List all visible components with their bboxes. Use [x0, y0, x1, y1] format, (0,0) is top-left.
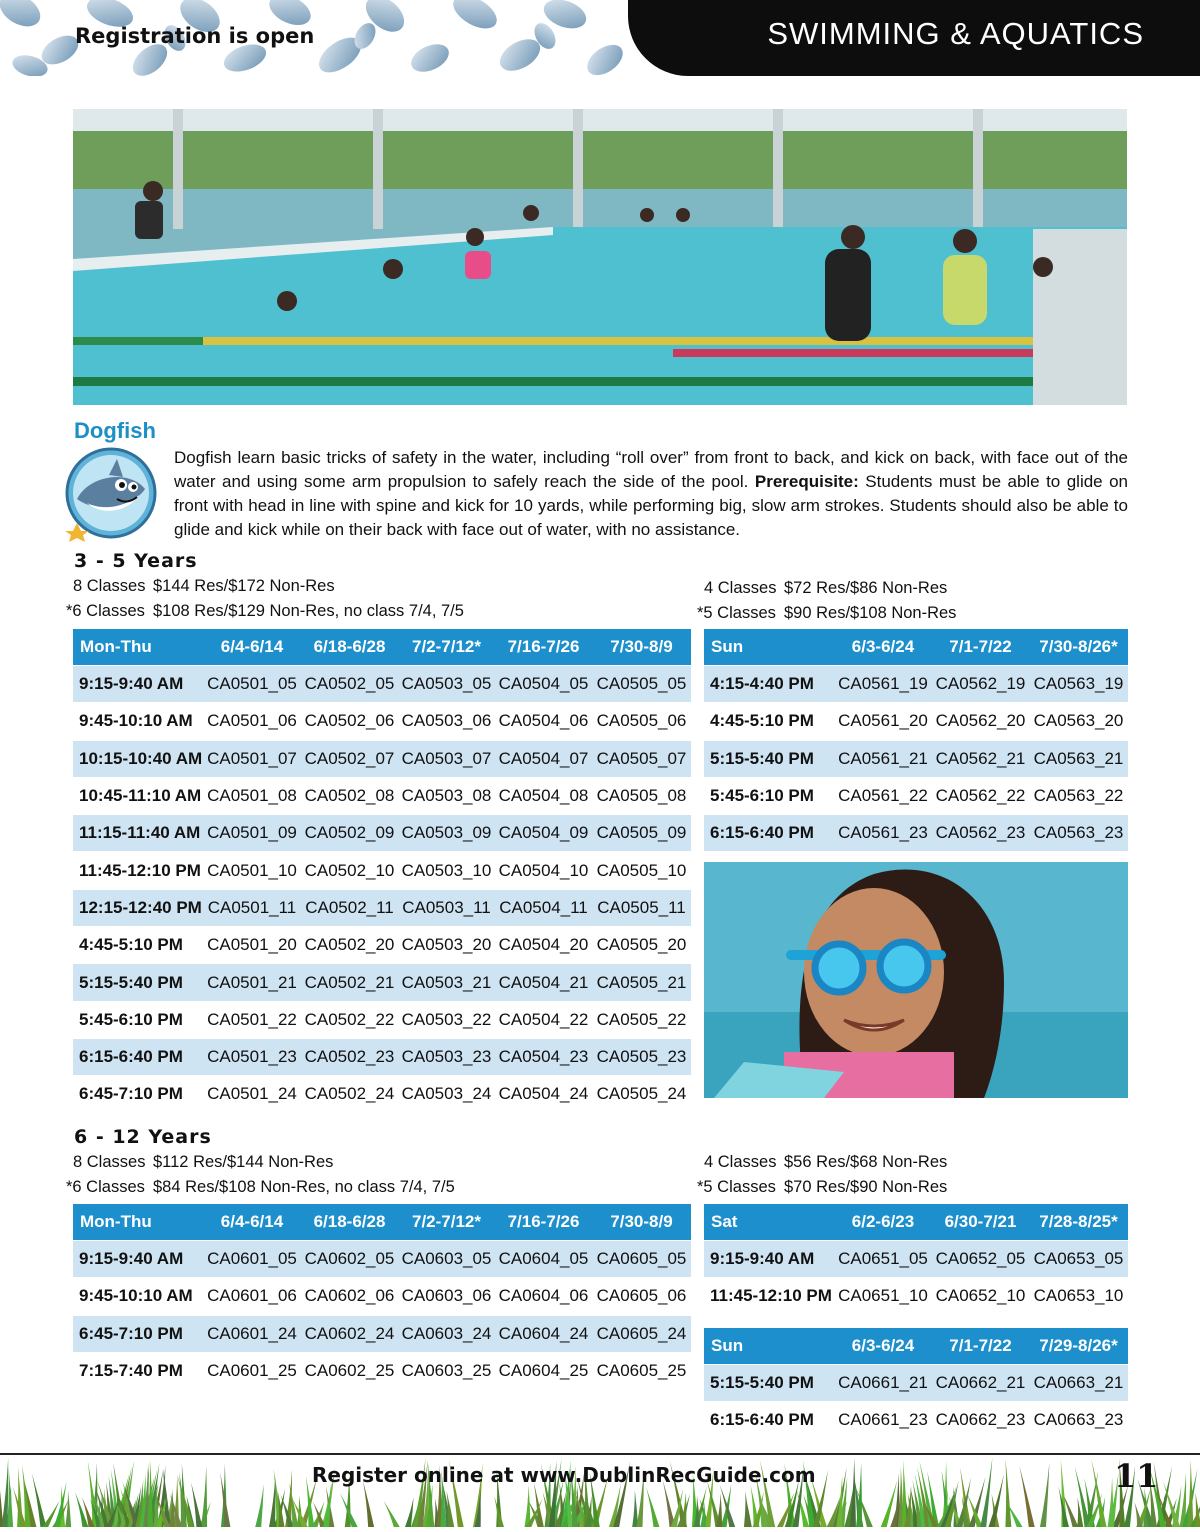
class-code: CA0562_21	[932, 740, 1029, 777]
class-time: 6:15-6:40 PM	[704, 815, 834, 852]
class-code: CA0605_24	[592, 1315, 691, 1352]
class-time: 6:15-6:40 PM	[704, 1402, 834, 1439]
table-row	[73, 1241, 691, 1278]
price-line	[704, 1153, 947, 1172]
class-code: CA0501_24	[203, 1076, 301, 1113]
class-code: CA0505_20	[592, 927, 691, 964]
class-time: 4:15-4:40 PM	[704, 666, 834, 703]
class-code: CA0504_22	[495, 1001, 592, 1038]
class-code: CA0501_22	[203, 1001, 301, 1038]
table-row	[704, 740, 1128, 777]
session-dates-header: 6/18-6/28	[301, 629, 398, 666]
class-code: CA0601_05	[203, 1241, 301, 1278]
class-code: CA0605_06	[592, 1278, 691, 1315]
class-code: CA0501_07	[203, 740, 301, 777]
class-time: 6:45-7:10 PM	[73, 1076, 203, 1113]
class-code: CA0563_19	[1029, 666, 1128, 703]
class-code: CA0502_11	[301, 889, 398, 926]
class-code: CA0562_23	[932, 815, 1029, 852]
class-time: 7:15-7:40 PM	[73, 1352, 203, 1389]
class-time: 9:45-10:10 AM	[73, 703, 203, 740]
class-code: CA0501_08	[203, 777, 301, 814]
class-code: CA0503_24	[398, 1076, 495, 1113]
class-code: CA0505_22	[592, 1001, 691, 1038]
class-time: 9:15-9:40 AM	[73, 1241, 203, 1278]
age-6-12-title: 6 - 12 Years	[74, 1126, 212, 1148]
price-line	[697, 1178, 947, 1197]
class-code: CA0605_05	[592, 1241, 691, 1278]
class-code: CA0603_05	[398, 1241, 495, 1278]
class-code: CA0601_24	[203, 1315, 301, 1352]
class-code: CA0603_25	[398, 1352, 495, 1389]
registration-open-label: Registration is open	[75, 24, 315, 48]
class-time: 5:15-5:40 PM	[73, 964, 203, 1001]
table-row	[73, 740, 691, 777]
class-code: CA0503_21	[398, 964, 495, 1001]
session-dates-header: 7/16-7/26	[495, 1204, 592, 1241]
class-code: CA0562_22	[932, 777, 1029, 814]
class-code: CA0502_24	[301, 1076, 398, 1113]
class-code: CA0505_23	[592, 1038, 691, 1075]
footer-register-online: Register online at www.DublinRecGuide.com	[312, 1463, 816, 1487]
class-code: CA0504_20	[495, 927, 592, 964]
class-code: CA0601_25	[203, 1352, 301, 1389]
day-header: Mon-Thu	[73, 629, 203, 666]
class-code: CA0605_25	[592, 1352, 691, 1389]
class-count: *6 Classes	[66, 602, 145, 620]
class-time: 5:15-5:40 PM	[704, 740, 834, 777]
prerequisite-text: Students must be able to glide on front with head in line with spine and kick for 10 yards, while performing big, slow arm strokes. Students should also be able to glide and kick while on their back with face out of water, with no assistance.	[174, 472, 1129, 539]
class-code: CA0503_05	[398, 666, 495, 703]
table-row	[704, 777, 1128, 814]
table-row	[73, 1038, 691, 1075]
class-code: CA0602_24	[301, 1315, 398, 1352]
class-code: CA0503_11	[398, 889, 495, 926]
shark-mascot-icon	[59, 445, 163, 543]
table-row	[73, 889, 691, 926]
session-dates-header: 6/30-7/21	[932, 1204, 1029, 1241]
class-code: CA0502_05	[301, 666, 398, 703]
price-text: $144 Res/$172 Non-Res	[153, 577, 335, 595]
day-header: Sun	[704, 629, 834, 666]
class-code: CA0502_23	[301, 1038, 398, 1075]
class-code: CA0502_08	[301, 777, 398, 814]
session-dates-header: 7/1-7/22	[932, 629, 1029, 666]
table-row	[73, 666, 691, 703]
class-time: 10:45-11:10 AM	[73, 777, 203, 814]
dogfish-description	[174, 446, 1128, 542]
schedule-6-12-sunday	[704, 1328, 1128, 1439]
class-code: CA0503_08	[398, 777, 495, 814]
session-dates-header: 7/2-7/12*	[398, 629, 495, 666]
class-code: CA0504_08	[495, 777, 592, 814]
price-text: $112 Res/$144 Non-Res	[153, 1153, 334, 1171]
price-text: $72 Res/$86 Non-Res	[784, 579, 948, 597]
class-code: CA0504_23	[495, 1038, 592, 1075]
schedule-6-12-saturday	[704, 1204, 1128, 1315]
class-time: 11:45-12:10 PM	[704, 1278, 834, 1315]
class-code: CA0604_24	[495, 1315, 592, 1352]
class-code: CA0502_07	[301, 740, 398, 777]
class-code: CA0503_20	[398, 927, 495, 964]
prerequisite-label: Prerequisite:	[754, 472, 859, 491]
class-time: 6:15-6:40 PM	[73, 1038, 203, 1075]
session-dates-header: 7/1-7/22	[932, 1328, 1029, 1365]
session-dates-header: 7/30-8/9	[592, 1204, 691, 1241]
class-count: *5 Classes	[697, 604, 776, 622]
table-row	[73, 1076, 691, 1113]
session-dates-header: 6/2-6/23	[834, 1204, 932, 1241]
day-header: Mon-Thu	[73, 1204, 203, 1241]
section-header-banner	[628, 0, 1200, 76]
class-code: CA0653_05	[1029, 1241, 1128, 1278]
session-dates-header: 7/29-8/26*	[1029, 1328, 1128, 1365]
class-code: CA0562_19	[932, 666, 1029, 703]
class-code: CA0504_05	[495, 666, 592, 703]
class-time: 11:15-11:40 AM	[73, 815, 203, 852]
class-code: CA0563_20	[1029, 703, 1128, 740]
class-time: 6:45-7:10 PM	[73, 1315, 203, 1352]
price-line	[704, 579, 947, 598]
class-code: CA0505_05	[592, 666, 691, 703]
day-header: Sat	[704, 1204, 834, 1241]
class-code: CA0502_10	[301, 852, 398, 889]
table-header-row	[73, 1204, 691, 1241]
class-code: CA0504_06	[495, 703, 592, 740]
table-row	[704, 1365, 1128, 1402]
class-count: 8 Classes	[73, 1153, 146, 1171]
class-code: CA0561_20	[834, 703, 932, 740]
class-time: 5:15-5:40 PM	[704, 1365, 834, 1402]
section-title: SWIMMING & AQUATICS	[767, 16, 1144, 51]
class-time: 9:15-9:40 AM	[704, 1241, 834, 1278]
schedule-3-5-mon-thu	[73, 629, 691, 1113]
price-text: $90 Res/$108 Non-Res	[784, 604, 957, 622]
table-row	[73, 927, 691, 964]
class-code: CA0501_23	[203, 1038, 301, 1075]
table-row	[704, 666, 1128, 703]
class-code: CA0602_25	[301, 1352, 398, 1389]
table-row	[704, 1402, 1128, 1439]
class-code: CA0604_06	[495, 1278, 592, 1315]
session-dates-header: 6/4-6/14	[203, 629, 301, 666]
class-code: CA0603_24	[398, 1315, 495, 1352]
class-time: 5:45-6:10 PM	[704, 777, 834, 814]
class-time: 11:45-12:10 PM	[73, 852, 203, 889]
table-row	[73, 1315, 691, 1352]
class-code: CA0604_25	[495, 1352, 592, 1389]
class-count: 4 Classes	[704, 1153, 777, 1171]
class-code: CA0502_09	[301, 815, 398, 852]
class-code: CA0504_10	[495, 852, 592, 889]
class-code: CA0562_20	[932, 703, 1029, 740]
class-code: CA0503_09	[398, 815, 495, 852]
class-code: CA0505_07	[592, 740, 691, 777]
class-code: CA0501_11	[203, 889, 301, 926]
girl-with-goggles-photo	[704, 862, 1128, 1098]
session-dates-header: 7/2-7/12*	[398, 1204, 495, 1241]
session-dates-header: 7/16-7/26	[495, 629, 592, 666]
price-line	[697, 604, 956, 623]
class-code: CA0661_21	[834, 1365, 932, 1402]
class-code: CA0602_05	[301, 1241, 398, 1278]
schedule-3-5-sunday	[704, 629, 1128, 851]
class-code: CA0653_10	[1029, 1278, 1128, 1315]
class-code: CA0563_23	[1029, 815, 1128, 852]
class-code: CA0602_06	[301, 1278, 398, 1315]
class-code: CA0503_10	[398, 852, 495, 889]
class-code: CA0563_21	[1029, 740, 1128, 777]
class-time: 5:45-6:10 PM	[73, 1001, 203, 1038]
table-row	[73, 852, 691, 889]
table-header-row	[704, 1328, 1128, 1365]
class-code: CA0501_21	[203, 964, 301, 1001]
class-time: 9:15-9:40 AM	[73, 666, 203, 703]
class-code: CA0505_08	[592, 777, 691, 814]
class-code: CA0501_20	[203, 927, 301, 964]
class-code: CA0652_10	[932, 1278, 1029, 1315]
class-code: CA0503_23	[398, 1038, 495, 1075]
class-code: CA0502_20	[301, 927, 398, 964]
class-count: 4 Classes	[704, 579, 777, 597]
class-code: CA0561_22	[834, 777, 932, 814]
class-code: CA0505_21	[592, 964, 691, 1001]
session-dates-header: 6/18-6/28	[301, 1204, 398, 1241]
age-3-5-title: 3 - 5 Years	[74, 550, 198, 572]
table-header-row	[73, 629, 691, 666]
table-row	[73, 964, 691, 1001]
session-dates-header: 6/3-6/24	[834, 629, 932, 666]
class-code: CA0502_22	[301, 1001, 398, 1038]
price-text: $108 Res/$129 Non-Res, no class 7/4, 7/5	[153, 602, 464, 620]
price-line	[66, 602, 464, 621]
class-count: *6 Classes	[66, 1178, 145, 1196]
class-code: CA0651_10	[834, 1278, 932, 1315]
class-time: 12:15-12:40 PM	[73, 889, 203, 926]
class-code: CA0504_09	[495, 815, 592, 852]
class-code: CA0505_24	[592, 1076, 691, 1113]
class-time: 9:45-10:10 AM	[73, 1278, 203, 1315]
class-code: CA0504_11	[495, 889, 592, 926]
price-line	[73, 577, 335, 596]
class-time: 4:45-5:10 PM	[704, 703, 834, 740]
class-code: CA0502_06	[301, 703, 398, 740]
header-decoration	[0, 0, 640, 76]
session-dates-header: 6/4-6/14	[203, 1204, 301, 1241]
dogfish-title: Dogfish	[74, 418, 156, 443]
class-code: CA0661_23	[834, 1402, 932, 1439]
class-code: CA0505_06	[592, 703, 691, 740]
class-code: CA0501_05	[203, 666, 301, 703]
class-time: 4:45-5:10 PM	[73, 927, 203, 964]
class-code: CA0603_06	[398, 1278, 495, 1315]
class-code: CA0604_05	[495, 1241, 592, 1278]
table-row	[704, 1278, 1128, 1315]
class-code: CA0561_23	[834, 815, 932, 852]
class-code: CA0503_07	[398, 740, 495, 777]
class-code: CA0503_06	[398, 703, 495, 740]
session-dates-header: 7/30-8/26*	[1029, 629, 1128, 666]
table-row	[704, 703, 1128, 740]
class-code: CA0563_22	[1029, 777, 1128, 814]
table-header-row	[704, 1204, 1128, 1241]
class-code: CA0502_21	[301, 964, 398, 1001]
class-code: CA0505_09	[592, 815, 691, 852]
class-code: CA0652_05	[932, 1241, 1029, 1278]
class-code: CA0504_24	[495, 1076, 592, 1113]
table-header-row	[704, 629, 1128, 666]
class-code: CA0651_05	[834, 1241, 932, 1278]
class-code: CA0504_21	[495, 964, 592, 1001]
pool-photo	[73, 109, 1127, 405]
class-code: CA0561_21	[834, 740, 932, 777]
class-code: CA0601_06	[203, 1278, 301, 1315]
class-code: CA0662_23	[932, 1402, 1029, 1439]
table-row	[704, 815, 1128, 852]
page-number: 11	[1114, 1457, 1159, 1495]
price-text: $84 Res/$108 Non-Res, no class 7/4, 7/5	[153, 1178, 455, 1196]
price-text: $56 Res/$68 Non-Res	[784, 1153, 948, 1171]
schedule-6-12-mon-thu	[73, 1204, 691, 1389]
class-count: *5 Classes	[697, 1178, 776, 1196]
class-code: CA0501_10	[203, 852, 301, 889]
class-count: 8 Classes	[73, 577, 146, 595]
price-text: $70 Res/$90 Non-Res	[784, 1178, 948, 1196]
table-row	[73, 703, 691, 740]
table-row	[73, 1278, 691, 1315]
class-time: 10:15-10:40 AM	[73, 740, 203, 777]
table-row	[73, 815, 691, 852]
table-row	[704, 1241, 1128, 1278]
class-code: CA0662_21	[932, 1365, 1029, 1402]
table-row	[73, 777, 691, 814]
session-dates-header: 7/28-8/25*	[1029, 1204, 1128, 1241]
session-dates-header: 7/30-8/9	[592, 629, 691, 666]
class-code: CA0663_21	[1029, 1365, 1128, 1402]
class-code: CA0663_23	[1029, 1402, 1128, 1439]
class-code: CA0501_06	[203, 703, 301, 740]
table-row	[73, 1352, 691, 1389]
session-dates-header: 6/3-6/24	[834, 1328, 932, 1365]
class-code: CA0501_09	[203, 815, 301, 852]
price-line	[66, 1178, 455, 1197]
class-code: CA0561_19	[834, 666, 932, 703]
dogfish-description-main: Dogfish learn basic tricks of safety in the water, including “roll over” from front to back, and kick on back, with face out of the water and using some arm propulsion to safely reach the side of the pool.	[174, 448, 1128, 491]
day-header: Sun	[704, 1328, 834, 1365]
class-code: CA0505_10	[592, 852, 691, 889]
class-code: CA0505_11	[592, 889, 691, 926]
table-row	[73, 1001, 691, 1038]
class-code: CA0503_22	[398, 1001, 495, 1038]
class-code: CA0504_07	[495, 740, 592, 777]
price-line	[73, 1153, 333, 1172]
